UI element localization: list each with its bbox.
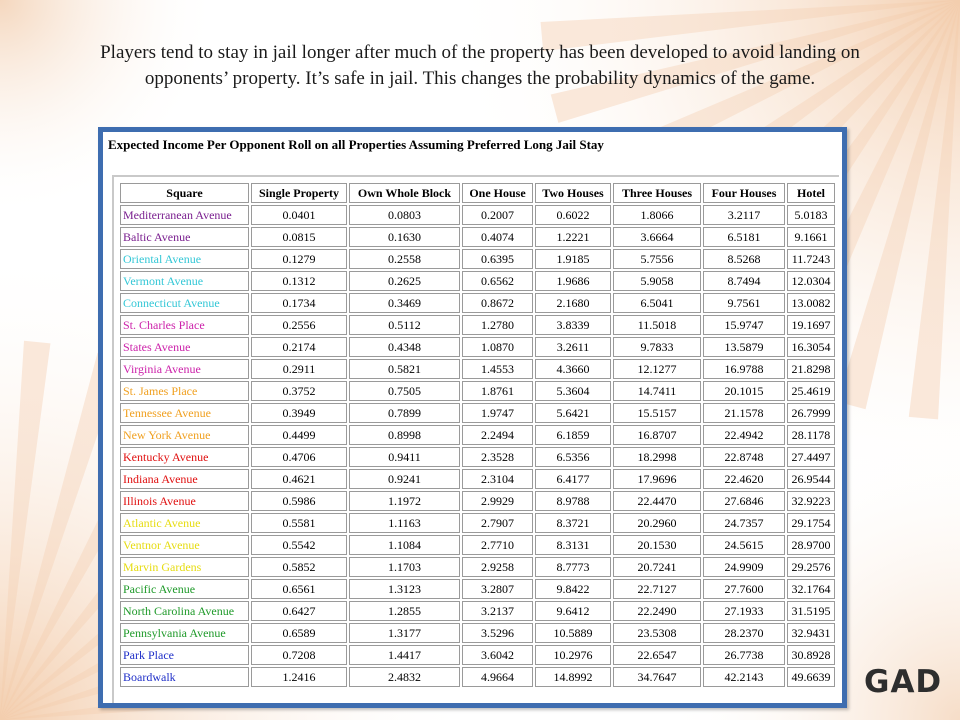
table-container — [112, 175, 839, 703]
income-value: 22.4470 — [613, 491, 701, 511]
income-value: 0.2556 — [251, 315, 347, 335]
income-value: 0.5852 — [251, 557, 347, 577]
income-value: 24.5615 — [703, 535, 785, 555]
table-row — [120, 513, 835, 533]
income-value: 1.0870 — [462, 337, 533, 357]
income-value: 0.6427 — [251, 601, 347, 621]
income-value: 26.7738 — [703, 645, 785, 665]
gad-logo: GAD — [864, 664, 943, 700]
property-name: States Avenue — [120, 337, 249, 357]
table-row — [120, 271, 835, 291]
income-value: 0.6589 — [251, 623, 347, 643]
income-value: 28.1178 — [787, 425, 835, 445]
income-value: 3.5296 — [462, 623, 533, 643]
income-value: 0.8998 — [349, 425, 460, 445]
income-value: 1.1972 — [349, 491, 460, 511]
income-value: 0.2911 — [251, 359, 347, 379]
table-title: Expected Income Per Opponent Roll on all Properties Assuming Preferred Long Jail Stay — [108, 137, 604, 152]
income-value: 27.7600 — [703, 579, 785, 599]
income-value: 0.3949 — [251, 403, 347, 423]
income-value: 6.4177 — [535, 469, 611, 489]
income-value: 0.9411 — [349, 447, 460, 467]
income-value: 0.0401 — [251, 205, 347, 225]
income-value: 8.7773 — [535, 557, 611, 577]
table-row — [120, 381, 835, 401]
income-value: 1.3177 — [349, 623, 460, 643]
income-value: 0.4348 — [349, 337, 460, 357]
property-name: Baltic Avenue — [120, 227, 249, 247]
income-value: 3.6042 — [462, 645, 533, 665]
income-value: 42.2143 — [703, 667, 785, 687]
income-value: 1.9185 — [535, 249, 611, 269]
income-value: 0.4499 — [251, 425, 347, 445]
income-value: 0.5986 — [251, 491, 347, 511]
income-value: 0.8672 — [462, 293, 533, 313]
income-value: 5.0183 — [787, 205, 835, 225]
income-value: 11.5018 — [613, 315, 701, 335]
income-value: 0.1279 — [251, 249, 347, 269]
income-value: 24.7357 — [703, 513, 785, 533]
property-name: Mediterranean Avenue — [120, 205, 249, 225]
income-value: 13.0082 — [787, 293, 835, 313]
income-value: 20.7241 — [613, 557, 701, 577]
income-value: 1.8761 — [462, 381, 533, 401]
income-value: 8.3721 — [535, 513, 611, 533]
table-row — [120, 601, 835, 621]
table-row — [120, 645, 835, 665]
income-value: 2.2494 — [462, 425, 533, 445]
income-value: 1.2416 — [251, 667, 347, 687]
income-value: 2.7907 — [462, 513, 533, 533]
table-row — [120, 315, 835, 335]
income-value: 0.7208 — [251, 645, 347, 665]
income-value: 1.9686 — [535, 271, 611, 291]
header-square: Square — [120, 183, 249, 203]
property-name: Kentucky Avenue — [120, 447, 249, 467]
income-value: 1.2780 — [462, 315, 533, 335]
income-value: 0.1630 — [349, 227, 460, 247]
income-value: 0.1734 — [251, 293, 347, 313]
table-row — [120, 227, 835, 247]
income-value: 32.9223 — [787, 491, 835, 511]
property-name: Illinois Avenue — [120, 491, 249, 511]
property-name: St. Charles Place — [120, 315, 249, 335]
income-value: 9.7561 — [703, 293, 785, 313]
income-value: 22.4942 — [703, 425, 785, 445]
income-value: 26.7999 — [787, 403, 835, 423]
income-value: 49.6639 — [787, 667, 835, 687]
table-row — [120, 249, 835, 269]
income-value: 0.2174 — [251, 337, 347, 357]
income-value: 1.8066 — [613, 205, 701, 225]
property-name: Atlantic Avenue — [120, 513, 249, 533]
income-value: 9.8422 — [535, 579, 611, 599]
income-value: 21.8298 — [787, 359, 835, 379]
income-value: 22.2490 — [613, 601, 701, 621]
income-value: 14.7411 — [613, 381, 701, 401]
income-value: 25.4619 — [787, 381, 835, 401]
income-value: 28.9700 — [787, 535, 835, 555]
property-name: Oriental Avenue — [120, 249, 249, 269]
income-value: 16.8707 — [613, 425, 701, 445]
income-value: 8.9788 — [535, 491, 611, 511]
income-value: 6.5041 — [613, 293, 701, 313]
property-name: Boardwalk — [120, 667, 249, 687]
property-name: Tennessee Avenue — [120, 403, 249, 423]
income-value: 30.8928 — [787, 645, 835, 665]
income-table — [118, 181, 837, 689]
income-value: 3.6664 — [613, 227, 701, 247]
income-value: 11.7243 — [787, 249, 835, 269]
income-value: 9.7833 — [613, 337, 701, 357]
property-name: Pennsylvania Avenue — [120, 623, 249, 643]
table-row — [120, 359, 835, 379]
income-value: 0.4074 — [462, 227, 533, 247]
income-value: 12.1277 — [613, 359, 701, 379]
table-row — [120, 535, 835, 555]
income-value: 0.6561 — [251, 579, 347, 599]
income-value: 1.1084 — [349, 535, 460, 555]
income-value: 9.6412 — [535, 601, 611, 621]
income-value: 3.2137 — [462, 601, 533, 621]
income-value: 10.5889 — [535, 623, 611, 643]
income-value: 0.0815 — [251, 227, 347, 247]
income-value: 28.2370 — [703, 623, 785, 643]
income-value: 2.9258 — [462, 557, 533, 577]
income-value: 6.1859 — [535, 425, 611, 445]
header-four-houses: Four Houses — [703, 183, 785, 203]
table-frame — [98, 127, 847, 708]
income-value: 27.6846 — [703, 491, 785, 511]
income-value: 2.3104 — [462, 469, 533, 489]
table-row — [120, 469, 835, 489]
income-value: 1.2221 — [535, 227, 611, 247]
income-value: 1.1163 — [349, 513, 460, 533]
income-value: 0.1312 — [251, 271, 347, 291]
income-value: 32.1764 — [787, 579, 835, 599]
income-value: 1.3123 — [349, 579, 460, 599]
income-value: 12.0304 — [787, 271, 835, 291]
property-name: Vermont Avenue — [120, 271, 249, 291]
income-value: 19.1697 — [787, 315, 835, 335]
property-name: Indiana Avenue — [120, 469, 249, 489]
table-row — [120, 579, 835, 599]
income-value: 27.1933 — [703, 601, 785, 621]
income-value: 5.7556 — [613, 249, 701, 269]
table-row — [120, 205, 835, 225]
income-value: 1.9747 — [462, 403, 533, 423]
table-row — [120, 447, 835, 467]
income-value: 22.4620 — [703, 469, 785, 489]
income-value: 1.4417 — [349, 645, 460, 665]
table-row — [120, 667, 835, 687]
table-row — [120, 403, 835, 423]
income-value: 0.3752 — [251, 381, 347, 401]
table-panel — [103, 132, 842, 703]
income-value: 8.3131 — [535, 535, 611, 555]
income-value: 6.5181 — [703, 227, 785, 247]
table-row — [120, 337, 835, 357]
income-value: 1.4553 — [462, 359, 533, 379]
income-value: 2.3528 — [462, 447, 533, 467]
property-name: Pacific Avenue — [120, 579, 249, 599]
income-value: 10.2976 — [535, 645, 611, 665]
property-name: Park Place — [120, 645, 249, 665]
table-row — [120, 425, 835, 445]
income-value: 20.2960 — [613, 513, 701, 533]
header-two-houses: Two Houses — [535, 183, 611, 203]
income-value: 29.2576 — [787, 557, 835, 577]
property-name: New York Avenue — [120, 425, 249, 445]
income-value: 26.9544 — [787, 469, 835, 489]
income-value: 0.7899 — [349, 403, 460, 423]
property-name: St. James Place — [120, 381, 249, 401]
income-value: 0.5821 — [349, 359, 460, 379]
income-value: 17.9696 — [613, 469, 701, 489]
income-value: 0.5581 — [251, 513, 347, 533]
income-value: 2.7710 — [462, 535, 533, 555]
income-value: 1.2855 — [349, 601, 460, 621]
income-value: 0.4706 — [251, 447, 347, 467]
income-value: 16.9788 — [703, 359, 785, 379]
table-row — [120, 293, 835, 313]
income-value: 15.5157 — [613, 403, 701, 423]
income-value: 0.5542 — [251, 535, 347, 555]
header-one-house: One House — [462, 183, 533, 203]
income-value: 20.1015 — [703, 381, 785, 401]
income-value: 34.7647 — [613, 667, 701, 687]
header-three-houses: Three Houses — [613, 183, 701, 203]
income-value: 21.1578 — [703, 403, 785, 423]
income-value: 3.2807 — [462, 579, 533, 599]
property-name: Connecticut Avenue — [120, 293, 249, 313]
income-value: 0.6395 — [462, 249, 533, 269]
income-value: 0.3469 — [349, 293, 460, 313]
income-value: 20.1530 — [613, 535, 701, 555]
income-value: 0.7505 — [349, 381, 460, 401]
income-value: 0.2007 — [462, 205, 533, 225]
table-row — [120, 623, 835, 643]
income-value: 2.4832 — [349, 667, 460, 687]
income-value: 8.7494 — [703, 271, 785, 291]
header-own-whole-block: Own Whole Block — [349, 183, 460, 203]
income-value: 4.9664 — [462, 667, 533, 687]
income-value: 0.2625 — [349, 271, 460, 291]
table-row — [120, 491, 835, 511]
property-name: Virginia Avenue — [120, 359, 249, 379]
income-value: 3.2611 — [535, 337, 611, 357]
property-name: North Carolina Avenue — [120, 601, 249, 621]
header-hotel: Hotel — [787, 183, 835, 203]
header-single-property: Single Property — [251, 183, 347, 203]
income-value: 29.1754 — [787, 513, 835, 533]
income-value: 22.8748 — [703, 447, 785, 467]
income-value: 2.9929 — [462, 491, 533, 511]
income-value: 16.3054 — [787, 337, 835, 357]
income-value: 0.4621 — [251, 469, 347, 489]
income-value: 5.3604 — [535, 381, 611, 401]
income-value: 0.0803 — [349, 205, 460, 225]
property-name: Marvin Gardens — [120, 557, 249, 577]
income-value: 2.1680 — [535, 293, 611, 313]
income-value: 14.8992 — [535, 667, 611, 687]
income-value: 8.5268 — [703, 249, 785, 269]
income-value: 1.1703 — [349, 557, 460, 577]
income-value: 15.9747 — [703, 315, 785, 335]
table-row — [120, 557, 835, 577]
income-value: 24.9909 — [703, 557, 785, 577]
income-value: 0.5112 — [349, 315, 460, 335]
income-value: 3.8339 — [535, 315, 611, 335]
income-value: 32.9431 — [787, 623, 835, 643]
income-value: 0.6022 — [535, 205, 611, 225]
income-value: 27.4497 — [787, 447, 835, 467]
income-value: 13.5879 — [703, 337, 785, 357]
income-value: 5.6421 — [535, 403, 611, 423]
income-value: 31.5195 — [787, 601, 835, 621]
income-value: 22.7127 — [613, 579, 701, 599]
income-value: 3.2117 — [703, 205, 785, 225]
property-name: Ventnor Avenue — [120, 535, 249, 555]
slide-caption: Players tend to stay in jail longer after much of the property has been developed to avoid landing on opponents’ property. It’s safe in jail. This changes the probability dynamics of the game. — [100, 42, 860, 89]
income-value: 22.6547 — [613, 645, 701, 665]
income-value: 18.2998 — [613, 447, 701, 467]
income-value: 0.6562 — [462, 271, 533, 291]
table-body — [120, 205, 835, 687]
income-value: 4.3660 — [535, 359, 611, 379]
income-value: 6.5356 — [535, 447, 611, 467]
header-row — [120, 183, 835, 203]
income-value: 9.1661 — [787, 227, 835, 247]
income-value: 23.5308 — [613, 623, 701, 643]
income-value: 0.9241 — [349, 469, 460, 489]
income-value: 5.9058 — [613, 271, 701, 291]
income-value: 0.2558 — [349, 249, 460, 269]
